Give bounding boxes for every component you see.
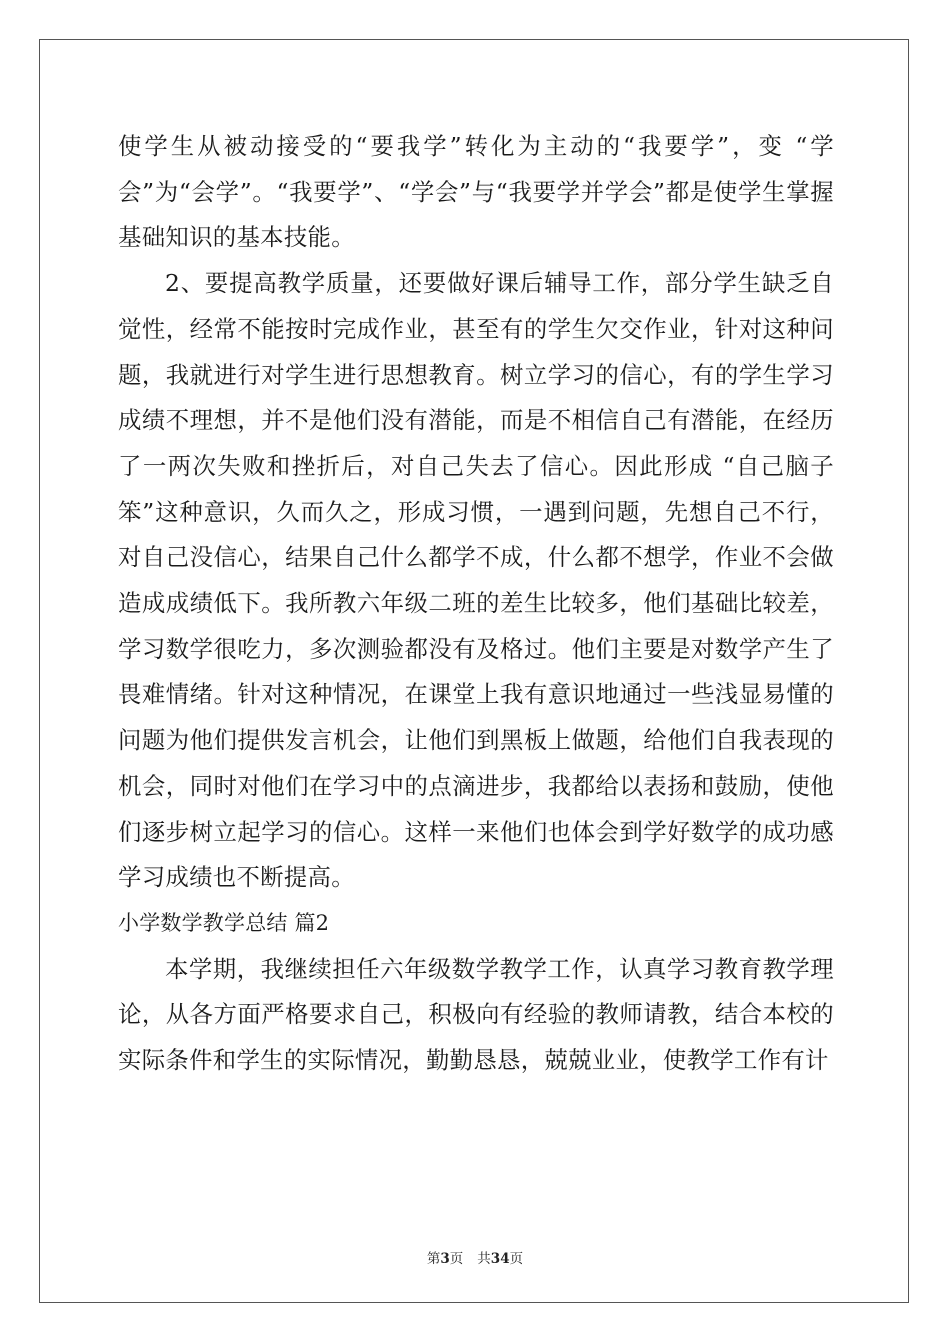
paragraph-3: 本学期，我继续担任六年级数学教学工作，认真学习教育教学理论，从各方面严格要求自己，积极向有经验的教师请教，结合本校的实际条件和学生的实际情况，勤勤恳恳，兢兢业业，使教学工作有计 — [118, 954, 834, 1075]
page-footer — [0, 1247, 950, 1267]
page-prefix: 第 — [426, 1251, 441, 1267]
section-heading: 小学数学教学总结 篇2 — [118, 910, 330, 935]
page-number: 3 — [440, 1251, 450, 1267]
document-body — [118, 124, 834, 1084]
total-pages: 34 — [490, 1251, 510, 1267]
paragraph-2: 2、要提高教学质量，还要做好课后辅导工作，部分学生缺乏自觉性，经常不能按时完成作业，甚至有的学生欠交作业，针对这种问题，我就进行对学生进行思想教育。树立学习的信心，有的学生学习成绩不理想，并不是他们没有潜能，而是不相信自己有潜能，在经历了一两次失败和挫折后，对自己失去了信心。因此形成 “自己脑子笨”这种意识，久而久之，形成习惯，一遇到问题，先想自己不行，对自己没信心，结果自己什么都学不成，什么都不想学，作业不会做造成成绩低下。我所教六年级二班的差生比较多，他们基础比较差，学习数学很吃力，多次测验都没有及格过。他们主要是对数学产生了畏难情绪。针对这种情况，在课堂上我有意识地通过一些浅显易懂的问题为他们提供发言机会，让他们到黑板上做题，给他们自我表现的机会，同时对他们在学习中的点滴进步，我都给以表扬和鼓励，使他们逐步树立起学习的信心。这样一来他们也体会到学好数学的成功感学习成绩也不断提高。 — [118, 269, 834, 892]
page-suffix: 页 — [449, 1251, 464, 1267]
total-prefix: 共 — [477, 1251, 491, 1267]
total-suffix: 页 — [509, 1251, 524, 1267]
paragraph-1: 使学生从被动接受的“要我学”转化为主动的“我要学”，变 “学会”为“会学”。“我要学”、“学会”与“我要学并学会”都是使学生掌握基础知识的基本技能。 — [118, 132, 834, 252]
